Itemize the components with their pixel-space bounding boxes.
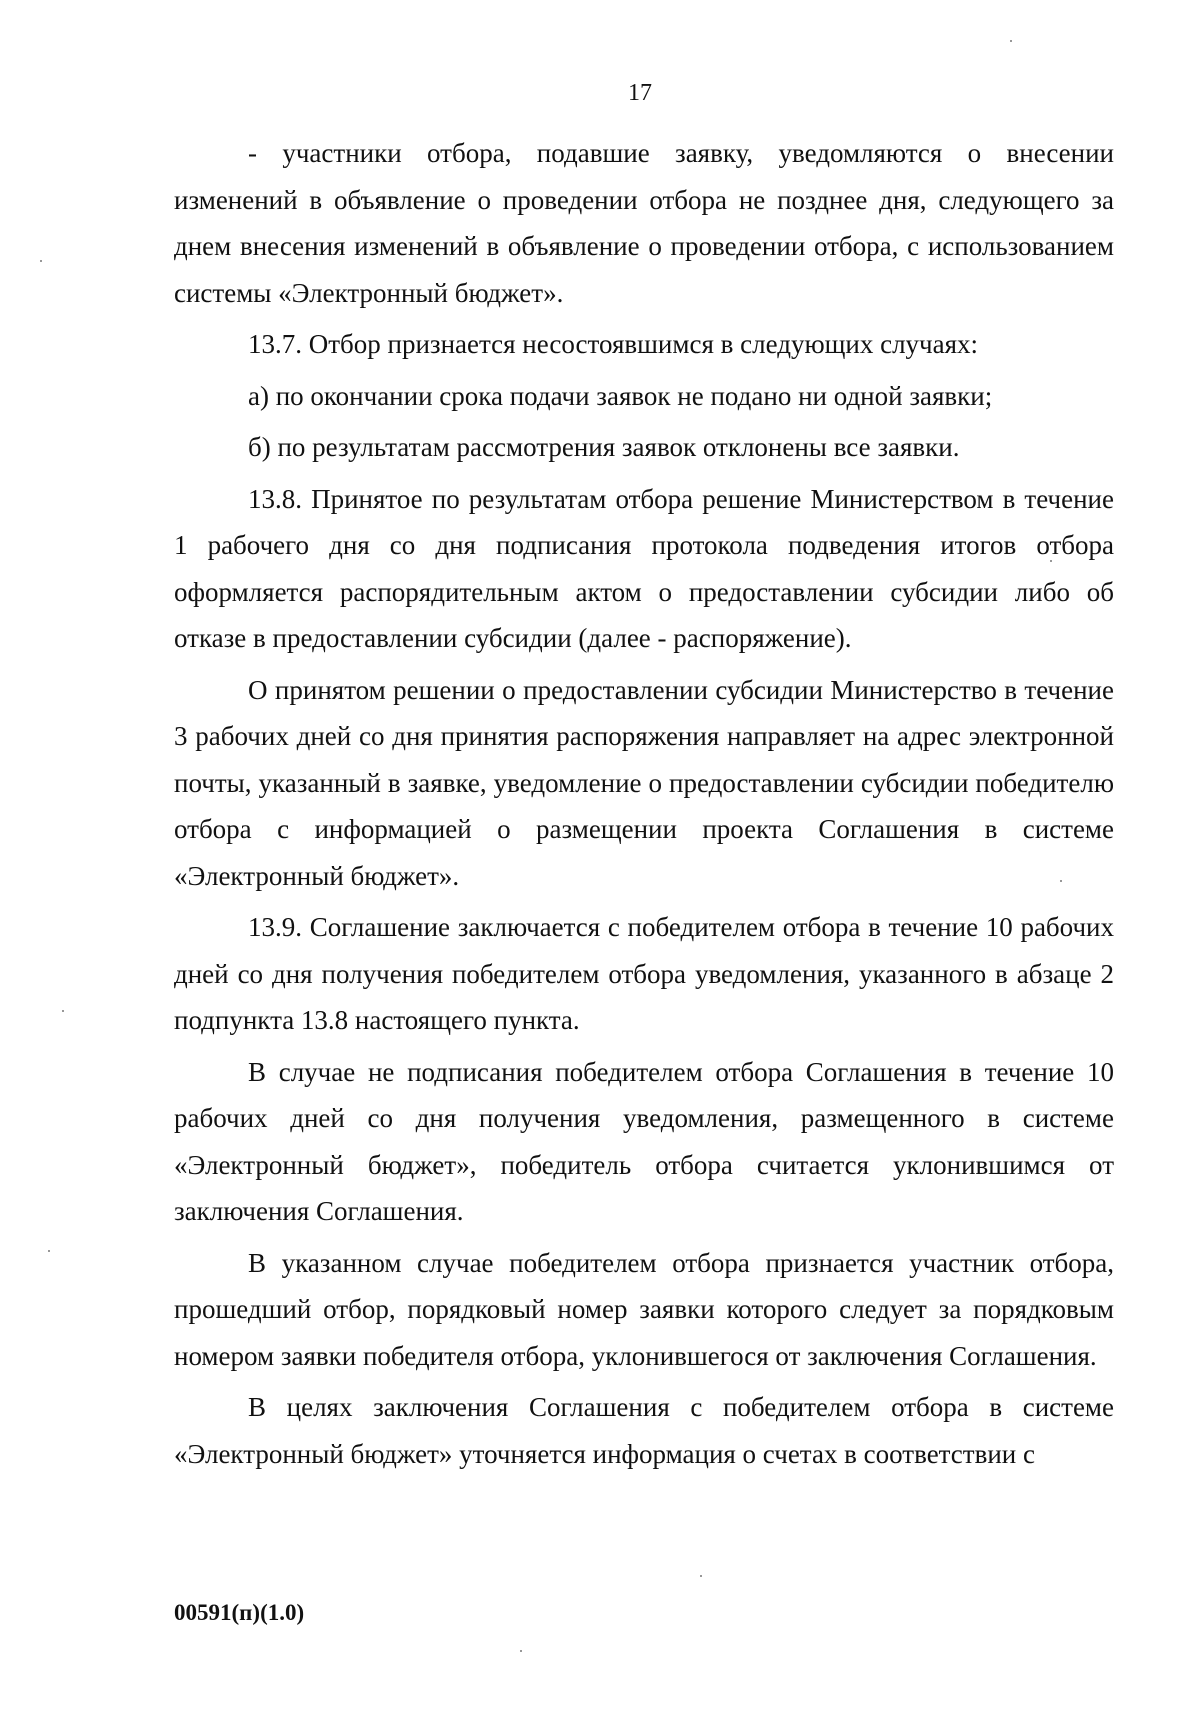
scan-speck: [62, 1010, 64, 1012]
scan-speck: [48, 1250, 50, 1252]
paragraph-notification-of-changes: - участники отбора, подавшие заявку, уведомляются о внесении изменений в объявление о проведении отбора не позднее дня, следующего за днем внесения изменений в объявление о проведении отбора, с использованием системы «Электронный бюджет».: [174, 138, 1114, 308]
scan-speck: [40, 260, 42, 262]
paragraph-decision-notice: О принятом решении о предоставлении субсидии Министерство в течение 3 рабочих дней со дня принятия распоряжения направляет на адрес электронной почты, указанный в заявке, уведомление о предоставлении субсидии победителю отбора с информацией о размещении проекта Соглашения в системе «Электронный бюджет».: [174, 674, 1114, 891]
page-number: 17: [628, 80, 652, 106]
scan-speck: [1060, 880, 1062, 882]
paragraph-13-7-a: а) по окончании срока подачи заявок не подано ни одной заявки;: [248, 380, 993, 411]
paragraph-13-8: 13.8. Принятое по результатам отбора решение Министерством в течение 1 рабочего дня со дня подписания протокола подведения итогов отбора оформляется распорядительным актом о предоставлении субсидии либо об отказе в предоставлении субсидии (далее - распоряжение).: [174, 483, 1114, 653]
paragraph-account-info: В целях заключения Соглашения с победителем отбора в системе «Электронный бюджет» уточняется информация о счетах в соответствии с: [174, 1392, 1114, 1469]
scan-speck: [1050, 560, 1052, 562]
scan-speck: [520, 1650, 522, 1652]
scan-speck: [700, 1575, 702, 1577]
document-body: [174, 130, 1114, 1482]
paragraph-13-7-b: б) по результатам рассмотрения заявок отклонены все заявки.: [248, 432, 960, 462]
document-footer-code: 00591(п)(1.0): [174, 1600, 305, 1625]
paragraph-13-9: 13.9. Соглашение заключается с победителем отбора в течение 10 рабочих дней со дня получения победителем отбора уведомления, указанного в абзаце 2 подпункта 13.8 настоящего пункта.: [174, 912, 1114, 1035]
paragraph-not-signing: В случае не подписания победителем отбора Соглашения в течение 10 рабочих дней со дня получения уведомления, размещенного в системе «Электронный бюджет», победитель отбора считается уклонившимся от заключения Соглашения.: [174, 1056, 1114, 1226]
scan-speck: [1010, 40, 1012, 42]
paragraph-13-7: 13.7. Отбор признается несостоявшимся в следующих случаях:: [248, 329, 979, 359]
paragraph-next-winner: В указанном случае победителем отбора признается участник отбора, прошедший отбор, порядковый номер заявки которого следует за порядковым номером заявки победителя отбора, уклонившегося от заключения Соглашения.: [174, 1247, 1114, 1371]
